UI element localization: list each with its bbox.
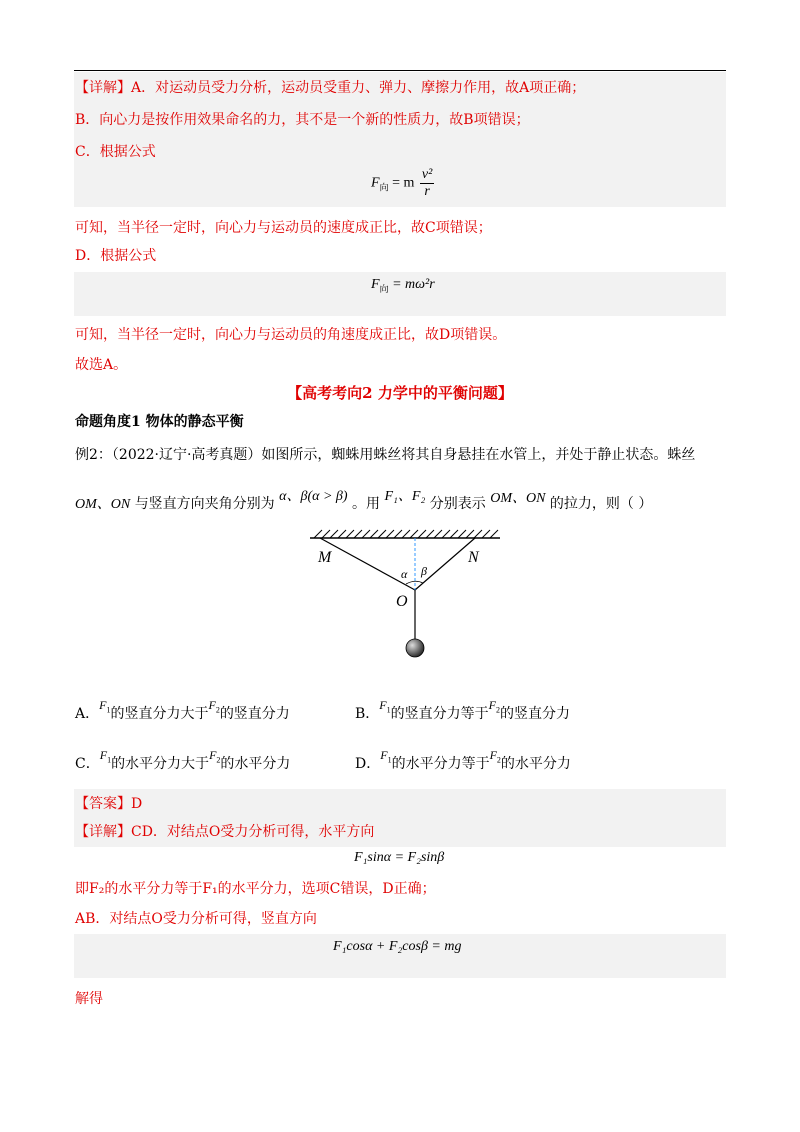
section-title: 【高考考向2 力学中的平衡问题】: [287, 384, 513, 402]
formula-rhs: = m: [392, 175, 415, 191]
f1-symbol: [380, 748, 392, 765]
subsection-title: 命题角度1 物体的静态平衡: [75, 414, 244, 430]
fraction-numerator: v²: [421, 167, 433, 182]
forces: F₁、F₂: [384, 489, 426, 504]
fraction-denominator: r: [424, 184, 430, 199]
example-end: 的拉力，则（ ）: [549, 496, 653, 512]
example-line-2: [75, 489, 653, 515]
explain-a-line: [75, 78, 585, 98]
label-o: O: [396, 593, 408, 610]
answer-tag: 【答案】: [75, 796, 131, 812]
f-sub: 1: [386, 705, 391, 715]
f-sub: 2: [495, 705, 500, 715]
f-sub: 1: [387, 755, 392, 765]
formula-centripetal-omega: [371, 277, 435, 295]
option-a[interactable]: [75, 698, 290, 723]
explain-d: D．根据公式: [75, 248, 157, 264]
f-letter: F: [99, 748, 108, 762]
answer-value: D: [131, 796, 143, 812]
om-on: OM、ON: [75, 497, 131, 512]
formula-rhs: = mω²r: [392, 277, 435, 292]
f-letter: F: [489, 748, 497, 762]
f1-symbol: [379, 698, 391, 715]
f-sub: 1: [106, 705, 111, 715]
f1-symbol: [99, 748, 112, 765]
formula-horizontal: F₁sinα = F₂sinβ: [354, 850, 445, 865]
formula-f: F: [371, 277, 380, 292]
label-m: M: [318, 549, 332, 566]
option-b[interactable]: [355, 698, 570, 723]
explain-d-conclusion: 可知，当半径一定时，向心力与运动员的角速度成正比，故D项错误。: [75, 327, 507, 343]
answer-line: [75, 794, 142, 814]
option-d[interactable]: [355, 748, 571, 773]
example-mid1: 与竖直方向夹角分别为: [134, 496, 275, 512]
explain-b: B．向心力是按作用效果命名的力，其不是一个新的性质力，故B项错误；: [75, 112, 530, 128]
explain2-cd-conclusion: 即F₂的水平分力等于F₁的水平分力，选项C错误，D正确；: [75, 881, 436, 897]
f1-symbol: [99, 698, 111, 715]
option-a-mid: 的竖直分力大于: [110, 706, 209, 722]
option-c-mid: 的水平分力大于: [111, 756, 210, 772]
option-a-letter: A．: [75, 706, 100, 722]
option-c[interactable]: [75, 748, 291, 773]
spider-ball: [406, 639, 424, 657]
explain2-ab: AB．对结点O受力分析可得，竖直方向: [75, 911, 317, 927]
spider-diagram: [300, 528, 520, 668]
option-a-end: 的竖直分力: [219, 706, 290, 722]
explain-c: C．根据公式: [75, 144, 156, 160]
option-d-end: 的水平分力: [500, 756, 571, 772]
f-sub: 2: [496, 755, 501, 765]
example-mid3: 分别表示: [429, 496, 486, 512]
example-mid2: 。用: [352, 496, 381, 512]
option-b-letter: B．: [355, 706, 380, 722]
formula-centripetal-v: [371, 167, 434, 200]
f2-symbol: [488, 698, 500, 715]
f-sub: 1: [107, 755, 112, 765]
option-b-end: 的竖直分力: [499, 706, 570, 722]
f-letter: F: [208, 698, 216, 712]
formula-sub: 向: [379, 283, 389, 294]
option-b-mid: 的竖直分力等于: [390, 706, 489, 722]
label-n: N: [468, 549, 479, 566]
solve-label: 解得: [75, 991, 103, 1007]
option-d-letter: D．: [355, 756, 381, 772]
om-on-2: OM、ON: [490, 491, 546, 506]
string-om: [320, 538, 415, 590]
option-d-mid: 的水平分力等于: [391, 756, 490, 772]
option-c-end: 的水平分力: [220, 756, 291, 772]
formula-f: F: [371, 175, 380, 191]
example-line-1: 例2：（2022·辽宁·高考真题）如图所示，蜘蛛用蛛丝将其自身悬挂在水管上，并处于静止状态。蛛丝: [75, 447, 696, 463]
label-beta: β: [421, 564, 427, 578]
label-alpha: α: [401, 567, 408, 581]
f-sub: 2: [215, 705, 220, 715]
f-letter: F: [380, 748, 388, 762]
f-letter: F: [99, 698, 107, 712]
explain2-cd: CD．对结点O受力分析可得，水平方向: [131, 824, 375, 840]
option-c-letter: C．: [75, 756, 100, 772]
explain-tag: 【详解】: [75, 80, 131, 96]
explain-c-conclusion: 可知，当半径一定时，向心力与运动员的速度成正比，故C项错误；: [75, 220, 492, 236]
top-rule: [74, 70, 726, 71]
explain2-cd-line: [75, 822, 374, 842]
formula-sub: 向: [379, 182, 389, 193]
f-letter: F: [379, 698, 387, 712]
explain-a: A．对运动员受力分析，运动员受重力、弹力、摩擦力作用，故A项正确；: [131, 80, 586, 96]
choose-a: 故选A。: [75, 357, 128, 373]
f-letter: F: [209, 748, 217, 762]
angles: α、β(α > β): [279, 489, 348, 504]
f2-symbol: [489, 748, 501, 765]
f-sub: 2: [216, 755, 221, 765]
explain2-tag: 【详解】: [75, 824, 131, 840]
fraction: [420, 167, 434, 200]
f-letter: F: [488, 698, 496, 712]
f2-symbol: [209, 748, 221, 765]
f2-symbol: [208, 698, 220, 715]
formula-vertical: F₁cosα + F₂cosβ = mg: [333, 939, 462, 954]
